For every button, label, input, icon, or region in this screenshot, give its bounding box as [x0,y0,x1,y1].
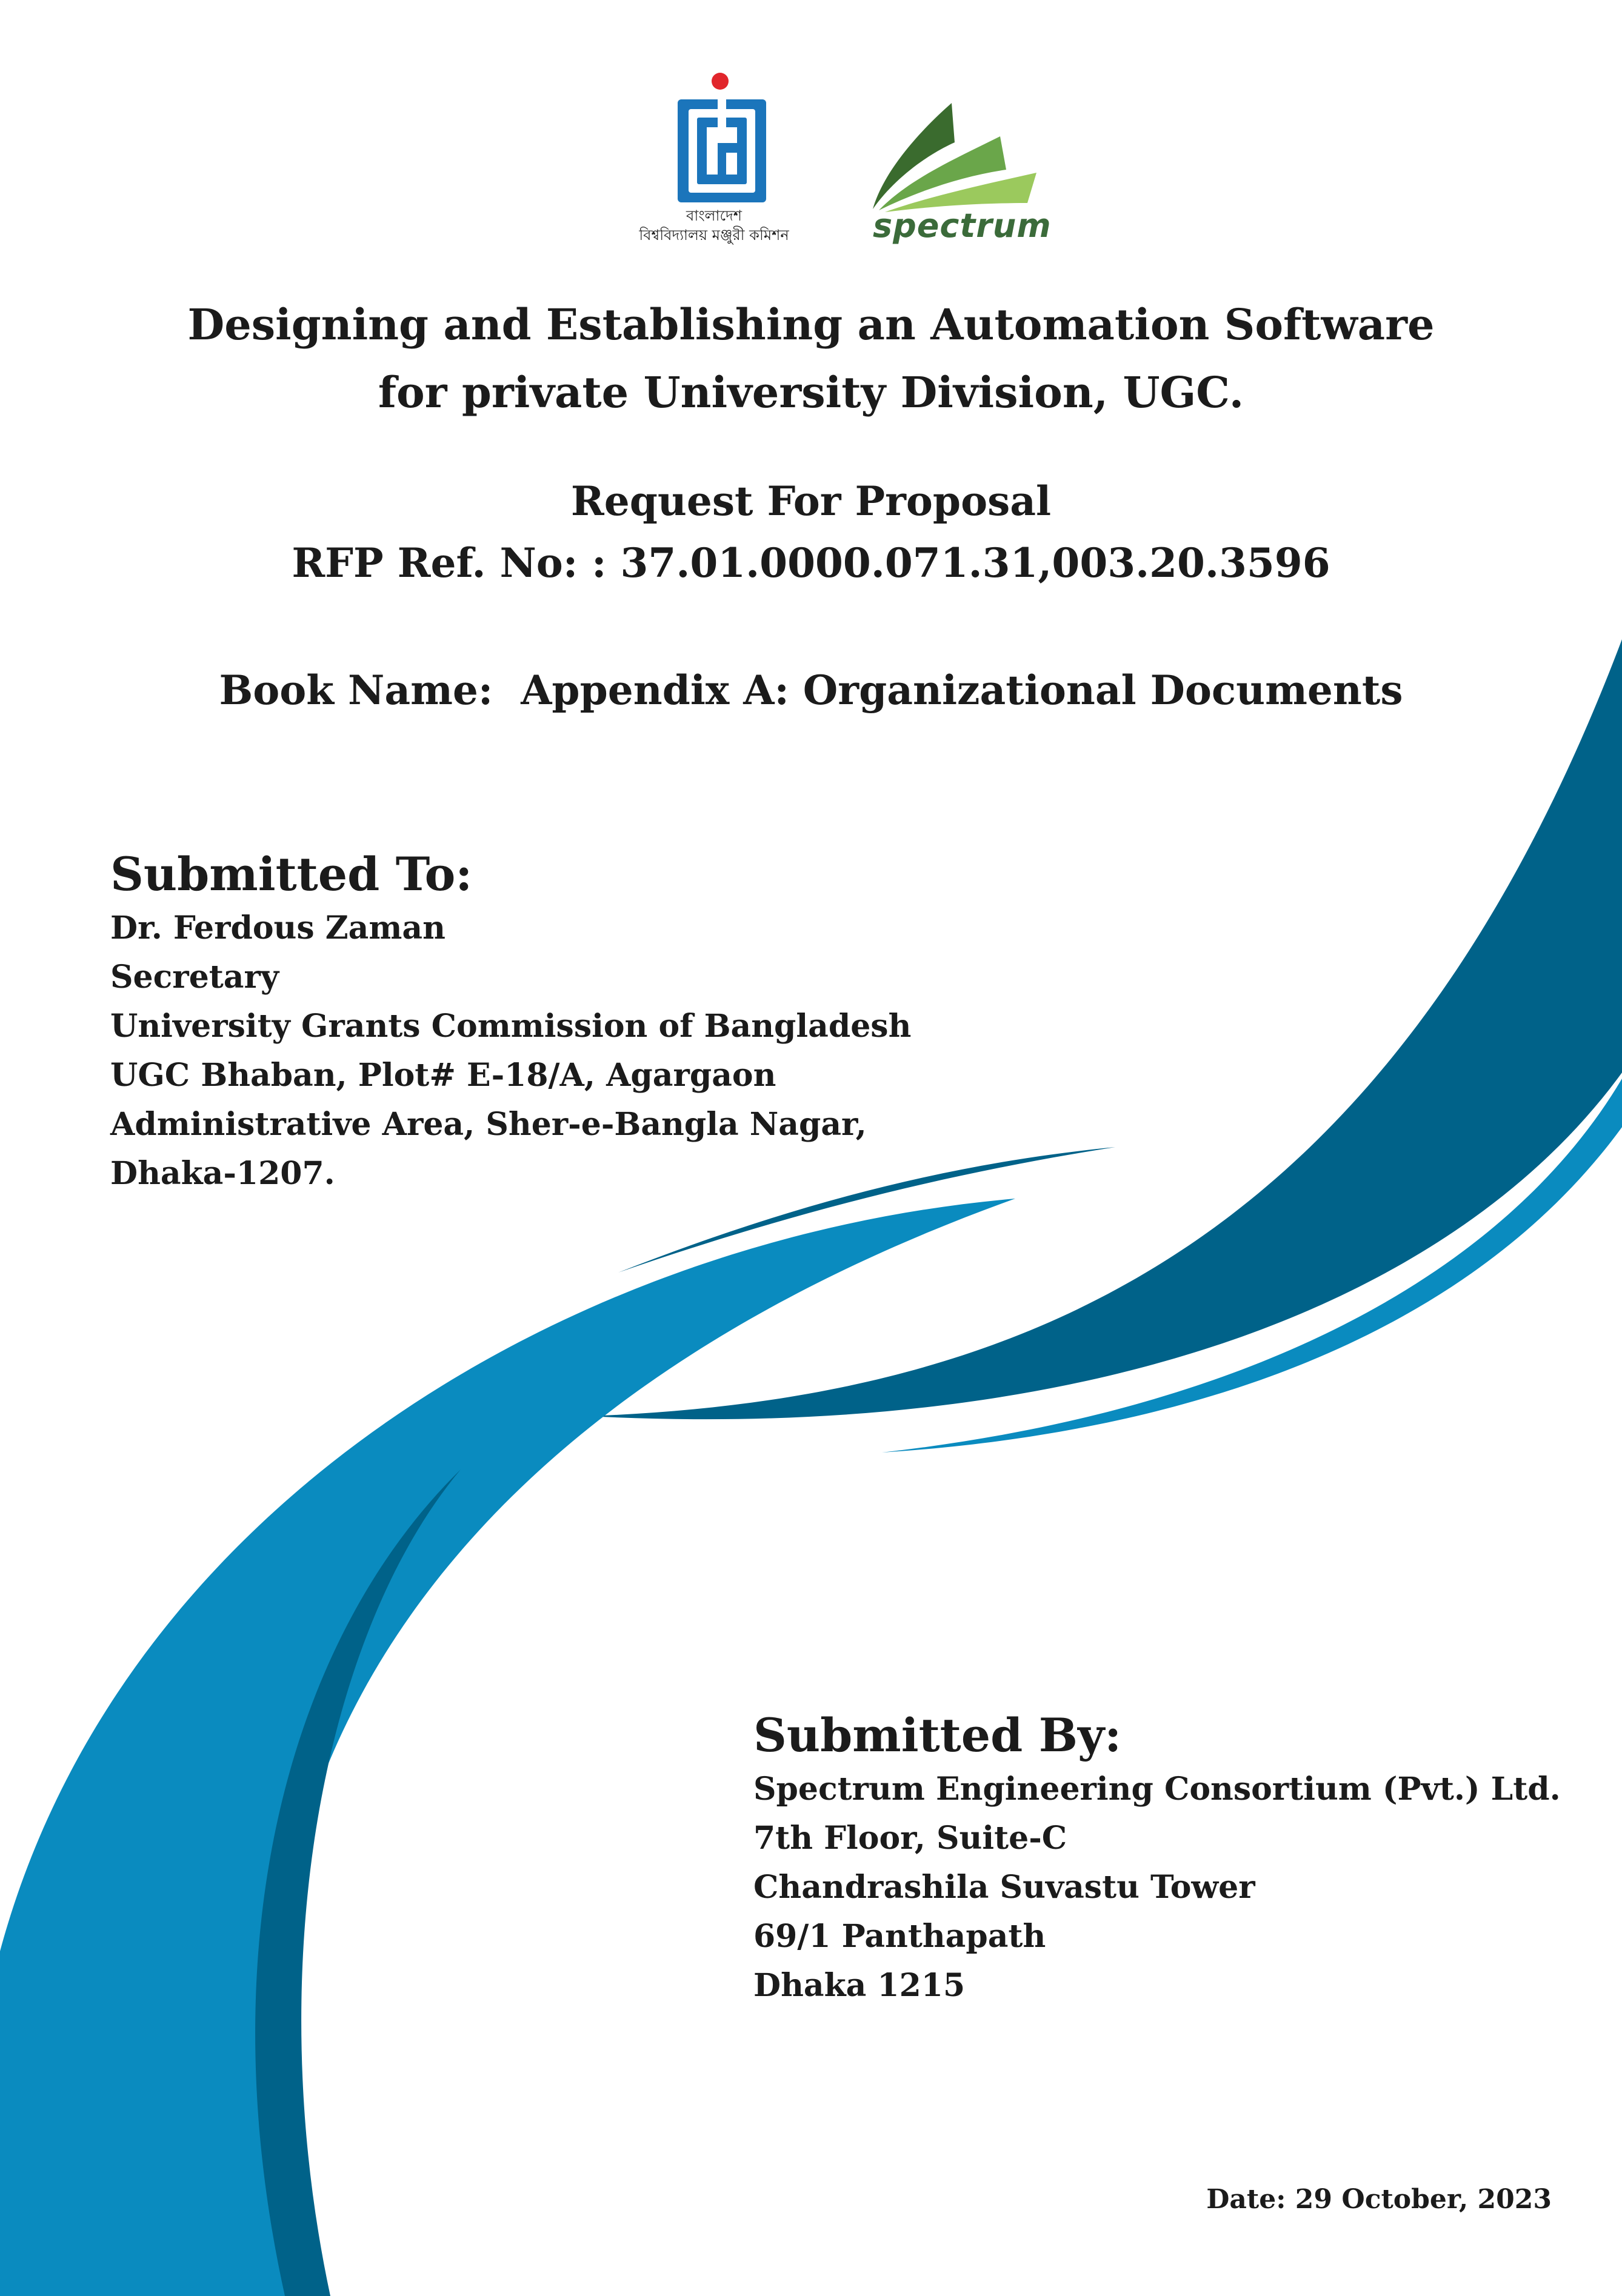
rfp-block [0,470,1622,594]
submitted-to-heading: Submitted To: [110,847,473,901]
title-line2: for private University Division, UGC. [378,367,1244,418]
submitted-to-line: University Grants Commission of Bangladesh [110,1008,912,1045]
document-title [0,291,1622,427]
submitted-by-line: 69/1 Panthapath [753,1918,1046,1955]
spectrum-logo [861,100,1061,251]
submitted-by-line: Dhaka 1215 [753,1967,966,2004]
spectrum-leaves-icon [861,100,1061,215]
submitted-to-line: UGC Bhaban, Plot# E-18/A, Agargaon [110,1057,776,1094]
ugc-caption-line1: বাংলাদেশ [686,207,742,224]
rfp-reference: RFP Ref. No: : 37.01.0000.071.31,003.20.3596 [292,539,1330,587]
title-line1: Designing and Establishing an Automation Software [187,299,1435,350]
submitted-by-block [753,1705,1561,2010]
ugc-caption-line2: বিশ্ববিদ্যালয় মঞ্জুরী কমিশন [639,227,789,244]
submitted-by-heading: Submitted By: [753,1708,1122,1762]
ugc-logo [611,70,817,252]
submitted-to-address [110,903,911,1198]
spectrum-wordmark: spectrum [873,207,1052,245]
submitted-to-line: Dhaka-1207. [110,1155,335,1192]
submitted-to-line: Administrative Area, Sher-e-Bangla Nagar, [110,1106,867,1143]
submitted-by-line: 7th Floor, Suite-C [753,1820,1067,1857]
submitted-to-block [110,844,911,1198]
submitted-to-line: Secretary [110,959,279,996]
rfp-label: Request For Proposal [570,478,1052,525]
submission-date: Date: 29 October, 2023 [1206,2184,1552,2215]
submitted-by-line: Spectrum Engineering Consortium (Pvt.) Ltd. [753,1771,1561,1808]
submitted-to-line: Dr. Ferdous Zaman [110,910,446,947]
submitted-by-address [753,1765,1561,2010]
book-name: Book Name: Appendix A: Organizational Documents [219,667,1403,714]
submitted-by-line: Chandrashila Suvastu Tower [753,1869,1255,1906]
ugc-caption [611,206,817,245]
ugc-emblem-icon [611,70,817,204]
